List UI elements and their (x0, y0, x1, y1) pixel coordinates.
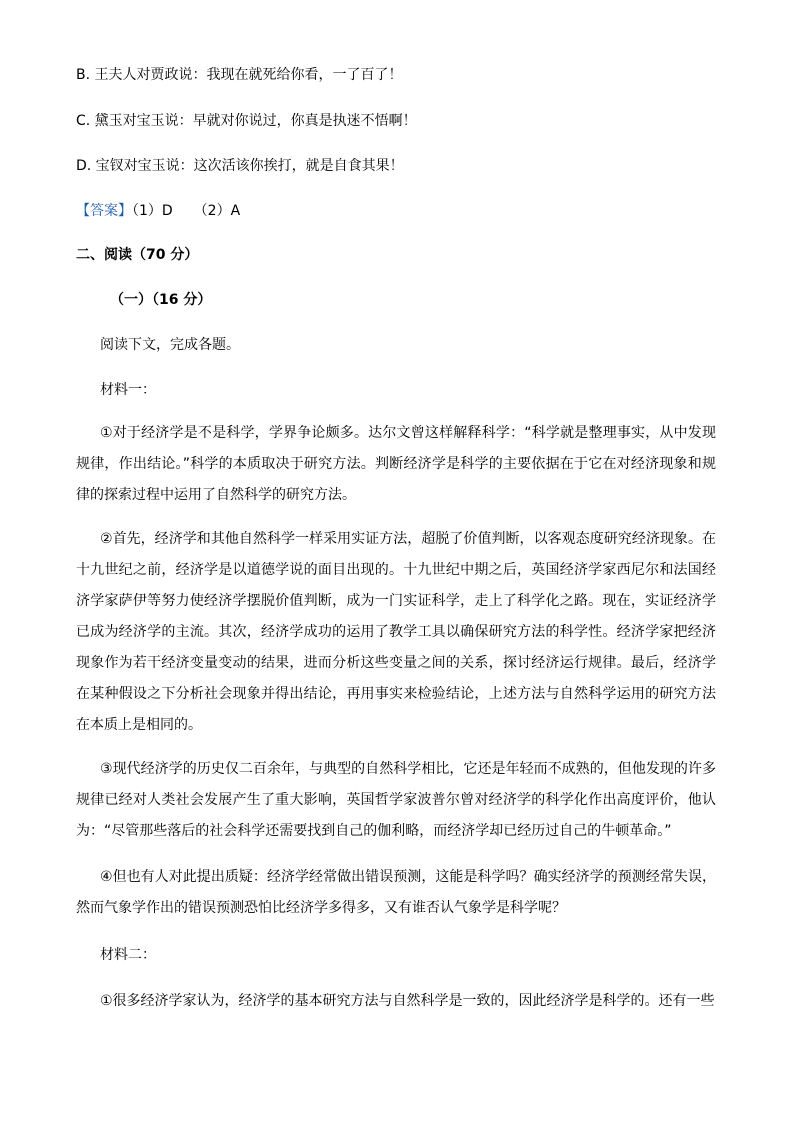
answer-text: （1）D （2）A (132, 203, 241, 219)
material-two-heading: 材料二： (100, 947, 156, 963)
material-one-paragraph-3: ③现代经济学的历史仅二百余年，与典型的自然科学相比，它还是年轻而不成熟的，但他发现的许多规律已经对人类社会发展产生了重大影响，英国哲学家波普尔曾对经济学的科学化作出高度评价，他认为：“尽管那些落后的社会科学还需要找到自己的伽利略，而经济学却已经历过自己的牛顿革命。” (76, 761, 716, 839)
reading-instruction: 阅读下文，完成各题。 (100, 337, 240, 353)
option-b: B. 王夫人对贾政说：我现在就死给你看，一了百了！ (76, 67, 403, 83)
option-c: C. 黛玉对宝玉说：早就对你说过，你真是执迷不悟啊！ (76, 113, 417, 129)
section-title: 二、阅读（70 分） (76, 247, 199, 263)
material-one-heading: 材料一： (100, 382, 156, 398)
material-one-paragraph-4: ④但也有人对此提出质疑：经济学经常做出错误预测，这能是科学吗？确实经济学的预测经常失误，然而气象学作出的错误预测恐怕比经济学多得多，又有谁否认气象学是科学呢？ (76, 869, 716, 916)
section-subtitle: （一）（16 分） (110, 292, 212, 308)
option-d: D. 宝钗对宝玉说：这次活该你挨打，就是自食其果！ (76, 158, 404, 174)
answer-tag: 【答案】 (76, 203, 132, 219)
material-two-paragraph-1: ①很多经济学家认为，经济学的基本研究方法与自然科学是一致的，因此经济学是科学的。还有一些 (100, 993, 715, 1009)
material-one-paragraph-2: ②首先，经济学和其他自然科学一样采用实证方法，超脱了价值判断，以客观态度研究经济现象。在十九世纪之前，经济学是以道德学说的面目出现的。十九世纪中期之后，英国经济学家西尼尔和法国经济学家萨伊等努力使经济学摆脱价值判断，成为一门实证科学，走上了科学化之路。现在，实证经济学已成为经济学的主流。其次，经济学成功的运用了教学工具以确保研究方法的科学性。经济学家把经济现象作为若干经济变量变动的结果，进而分析这些变量之间的关系，探讨经济运行规律。最后，经济学在某种假设之下分析社会现象并得出结论，再用事实来检验结论，上述方法与自然科学运用的研究方法在本质上是相同的。 (76, 531, 716, 733)
answer-line (76, 201, 240, 221)
material-one-paragraph-1: ①对于经济学是不是科学，学界争论颇多。达尔文曾这样解释科学：“科学就是整理事实，从中发现规律，作出结论。”科学的本质取决于研究方法。判断经济学是科学的主要依据在于它在对经济现象和规律的探索过程中运用了自然科学的研究方法。 (76, 425, 716, 503)
